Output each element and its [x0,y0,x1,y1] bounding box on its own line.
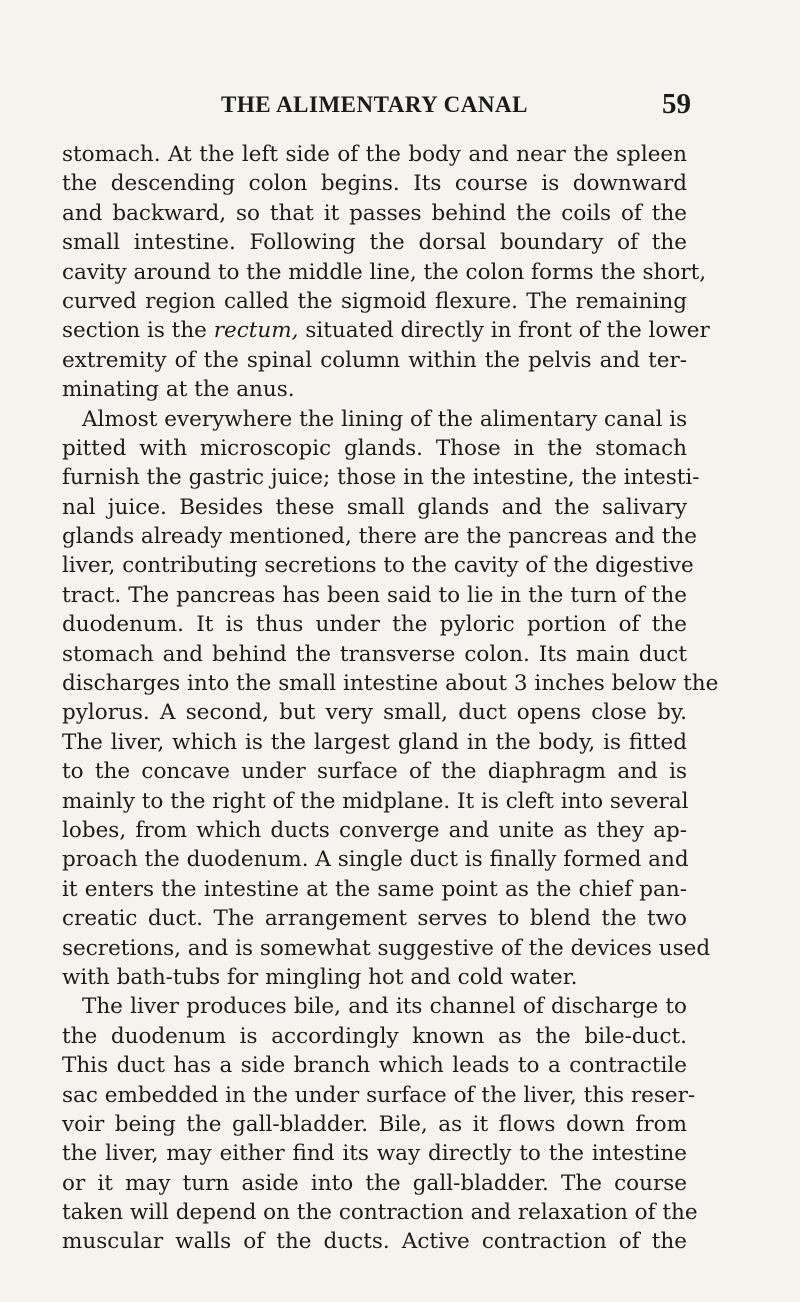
paragraph-3 [62,992,698,1257]
text-line: This duct has a side branch which leads to a contractile [62,1053,687,1079]
text-line: pylorus. A second, but very small, duct opens close by. [62,700,687,726]
text-line: proach the duodenum. A single duct is finally formed and [62,847,689,873]
text-run: section is the [62,318,214,344]
text-line: The liver, which is the largest gland in the body, is fitted [62,729,687,755]
text-line: creatic duct. The arrangement serves to blend the two [62,906,687,932]
text-line: The liver produces bile, and its channel of discharge to [82,994,687,1020]
text-line: the liver, may either find its way directly to the intestine [62,1141,687,1167]
text-line: the descending colon begins. Its course is downward [62,171,687,197]
text-line: or it may turn aside into the gall-bladder. The course [62,1170,687,1196]
body-text [62,140,719,1257]
text-line: lobes, from which ducts converge and unite as they ap- [62,817,687,843]
text-line: cavity around to the middle line, the colon forms the short, [62,259,707,285]
running-head: THE ALIMENTARY CANAL [221,92,528,117]
text-line: curved region called the sigmoid flexure. The remaining [62,288,687,314]
italic-term-rectum: rectum, [213,318,299,344]
text-line: and backward, so that it passes behind the coils of the [62,200,687,226]
text-line: muscular walls of the ducts. Active contraction of the [62,1229,687,1255]
text-line: nal juice. Besides these small glands and the salivary [62,494,687,520]
text-line: stomach. At the left side of the body and near the spleen [62,142,687,167]
text-line: extremity of the spinal column within the pelvis and ter- [62,347,687,373]
text-line [62,316,710,345]
text-line: the duodenum is accordingly known as the bile-duct. [62,1023,687,1049]
text-line: duodenum. It is thus under the pyloric portion of the [62,612,687,638]
text-line: stomach and behind the transverse colon. Its main duct [62,641,687,667]
text-line: with bath-tubs for mingling hot and cold water. [62,964,578,990]
text-line: glands already mentioned, there are the pancreas and the [62,524,697,550]
text-line: discharges into the small intestine about 3 inches below the [62,671,719,697]
text-line: small intestine. Following the dorsal boundary of the [62,230,687,256]
text-line: Almost everywhere the lining of the alimentary canal is [82,406,688,432]
text-line: liver, contributing secretions to the cavity of the digestive [62,553,694,579]
text-line: tract. The pancreas has been said to lie in the turn of the [62,582,687,608]
paragraph-2 [62,405,719,993]
text-line: sac embedded in the under surface of the liver, this reser- [62,1082,696,1108]
paragraph-1 [62,140,710,405]
text-line: to the concave under surface of the diaphragm and is [62,759,687,785]
page-number: 59 [662,88,691,120]
text-line: minating at the anus. [62,377,295,403]
text-line: secretions, and is somewhat suggestive of the devices used [62,935,711,961]
text-line: voir being the gall-bladder. Bile, as it flows down from [62,1111,687,1137]
text-line: it enters the intestine at the same point as the chief pan- [62,876,687,902]
page-header [62,88,691,124]
text-line: mainly to the right of the midplane. It is cleft into several [62,788,689,814]
text-line: taken will depend on the contraction and relaxation of the [62,1200,698,1226]
text-line: furnish the gastric juice; those in the intestine, the intesti- [62,465,700,491]
text-run: situated directly in front of the lower [298,318,710,344]
text-line: pitted with microscopic glands. Those in the stomach [62,435,687,461]
